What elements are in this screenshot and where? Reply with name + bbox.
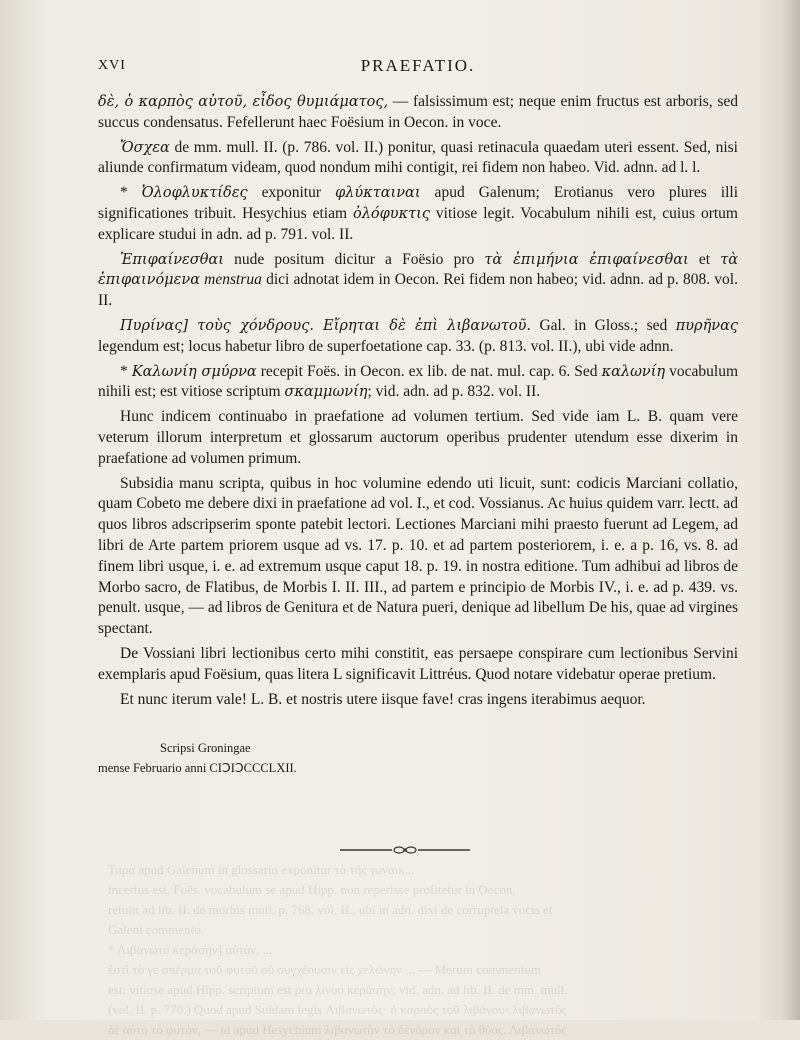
latin-text: apud Galenum; Erotianus vero plures illi significationes tribuit. Hesychius etiam <box>98 184 739 222</box>
main-text <box>98 92 738 714</box>
paragraph <box>98 316 738 358</box>
latin-text: dici adnotat idem in Oecon. Rei fidem non habeo; vid. adnn. ad p. 808. vol. II. <box>98 271 738 310</box>
latin-text: recepit Foës. in Oecon. ex lib. de nat. mul. cap. 6. Sed <box>256 362 602 380</box>
greek-text: τὰ ἐπιμήνια ἐπιφαίνεσθαι <box>484 251 689 268</box>
ornament-rule <box>340 844 470 856</box>
greek-text: δὲ, ὁ καρπὸς αὐτοῦ, εἶδος θυμιάματος, <box>98 94 389 110</box>
latin-text: de mm. mull. II. (p. 786. vol. II.) ponitur, quasi retinacula quaedam uteri essent. Sed, nisi aliunde confirmatum videam, quod nondum mihi contigit, rei fidem non habeo. Vid. adnn. ad l. l. <box>98 138 738 177</box>
page-edge-shadow <box>782 0 800 1020</box>
greek-text: ὀλόφυκτις <box>352 205 430 222</box>
latin-text: et <box>688 250 721 268</box>
bleed-through-text <box>108 860 728 1040</box>
bleed-line: retulit ad lib. II. de morbis mull. p. 768. vol. II., ubi in adn. dixi de corruptela vocis et <box>108 902 553 917</box>
latin-text: Gal. in Gloss.; sed <box>531 316 676 334</box>
paragraph <box>98 183 738 245</box>
greek-text: Εἴρηται δὲ ἐπὶ λιβανωτοῦ. <box>313 317 532 334</box>
greek-text: Καλωνίη σμύρνα <box>131 363 257 380</box>
latin-text: legendum est; locus habetur libro de superfoetatione cap. 33. (p. 813. vol. II.), ubi vide adnn. <box>98 337 674 355</box>
bleed-line: (vol. II. p. 770.) Quod apud Suidam legis Λιβανωτὸς· ὁ καρπὸς τοῦ λιβάνου· λιβανωτὸς <box>108 1002 567 1017</box>
paragraph: De Vossiani libri lectionibus certo mihi constitit, eas persaepe conspirare cum lectionibus Servini exemplaris apud Foësium, quas litera L significavit Littréus. Quod notare videbatur operae pretium. <box>98 644 738 683</box>
asterisk-mark: * <box>120 184 142 202</box>
paragraph <box>98 92 738 134</box>
paragraph: Subsidia manu scripta, quibus in hoc volumine edendo uti licuit, sunt: codicis Marciani collatio, quam Cobeto me debere dixi in praefatione ad vol. I., et cod. Vossianus. Ac huius quidem varr. lectt. ad quos libros adscripserim sponte patebit lectori. Lectiones Marciani mihi praesto fuerunt ad Legem, ad libri de Arte partem priorem usque ad vs. 17. p. 10. et ad partem posteriorem, i. e. a p. 16, vs. 8. ad finem libri usque, i. e. ad extremum usque caput 18. p. 19. in nostra editione. Tum adhibui ad libros de Morbo sacro, de Flatibus, de Morbis I. II. III., ad partem e principio de Morbis IV., i. e. ad p. 439. vs. penult. usque, — ad libros de Genitura et de Natura pueri, denique ad libellum De his, quae ad virgines spectant. <box>98 474 738 638</box>
greek-text: Ἐπιφαίνεσθαι <box>120 251 224 268</box>
bleed-line: δὲ αὐτὸ τὸ φυτὸν, — id apud Hesychium λιβανωτὸν τὸ δένδρον καὶ τὸ θῦος. Λιβανωτός <box>108 1022 567 1037</box>
greek-text: Ὄσχεα <box>120 139 170 156</box>
paragraph <box>98 250 738 312</box>
paragraph: Hunc indicem continuabo in praefatione ad volumen tertium. Sed vide iam L. B. quam vere veterum illorum interpretum et glossarum auctorum operibus prudenter utendum esse dixerim in praefatione ad volumen primum. <box>98 408 738 467</box>
greek-text: σκαμμωνίη <box>284 384 368 401</box>
italic-text: menstrua <box>199 271 262 289</box>
greek-text: πυρῆνας <box>675 317 738 334</box>
running-title: PRAEFATIO. <box>360 56 476 75</box>
paragraph <box>98 138 738 180</box>
greek-text: Ὀλοφλυκτίδες <box>141 185 248 202</box>
latin-text: ; vid. adn. ad p. 832. vol. II. <box>367 383 541 401</box>
signature-block <box>98 738 297 778</box>
latin-text: vocabulum nihili est; est vitiose scriptum <box>98 362 739 401</box>
greek-text: Πυρίνας] τοὺς χόνδρους. <box>120 317 314 334</box>
bleed-line: est: vitiose apud Hipp. scriptum est pro λίνου κεράσην; vid. adn. ad lib. II. de mm. mull. <box>108 982 568 997</box>
bleed-line: * Λιβανωτὸ κεράσην] αὐτὸν, ... <box>108 942 273 957</box>
asterisk-mark: * <box>120 362 132 380</box>
bleed-line: incertus est. Foës. vocabulum se apud Hipp. non reperisse profitetur in Oecon. <box>108 882 516 897</box>
bleed-line: ἐστὶ τὸ γε σπέρμα τοῦ φυτοῦ οὐ συγχέουσιν εἰς χελώνην ... — Merum commentum <box>108 962 542 977</box>
signature-date: mense Februario anni CIↃIↃCCCLXII. <box>98 761 297 775</box>
latin-text: exponitur <box>247 184 336 202</box>
greek-text: τὰ ἐπιφαινόμενα <box>98 251 739 289</box>
latin-text: nude positum dicitur a Foësio pro <box>223 250 485 268</box>
greek-text: φλύκταιναι <box>335 185 421 202</box>
bleed-line: Ταρα apud Galenum in glossario exponitur τὸ τῆς γυναικ... <box>108 862 415 877</box>
paragraph: Et nunc iterum vale! L. B. et nostris utere iisque fave! cras ingens iterabimus aequor. <box>120 690 646 708</box>
signature-place: Scripsi Groningae <box>160 741 251 755</box>
page-number: XVI <box>98 58 126 73</box>
bleed-line: Galeni commento. <box>108 922 205 937</box>
greek-text: καλωνίη <box>601 363 666 380</box>
paragraph <box>98 362 738 404</box>
latin-text: vitiose legit. Vocabulum nihili est, cuius ortum explicare studui in adn. ad p. 791. vol. II. <box>98 204 738 243</box>
latin-text: — falsissimum est; neque enim fructus est arboris, sed succus condensatus. Fefellerunt haec Foësium in Oecon. in voce. <box>98 93 738 131</box>
page-header <box>98 58 738 80</box>
